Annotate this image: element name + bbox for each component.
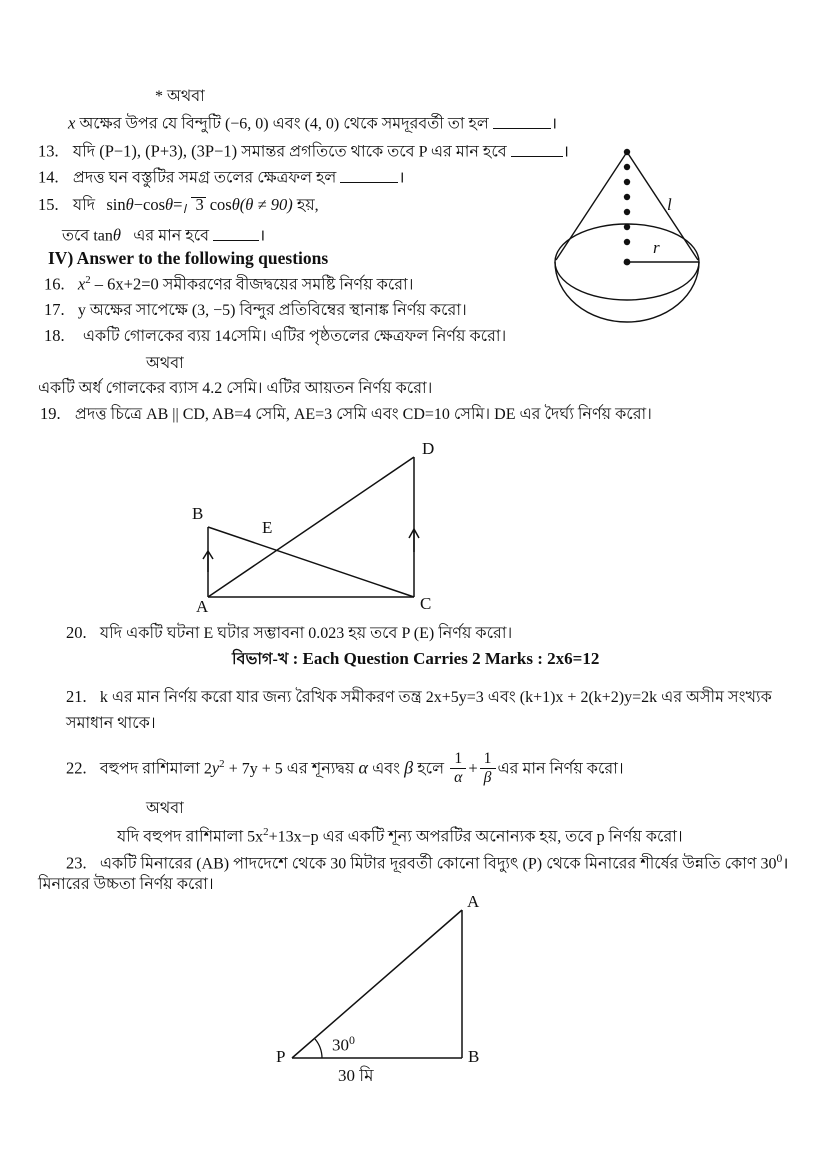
q15-radicand: 3: [195, 195, 204, 214]
section-kha-heading: [232, 650, 599, 669]
q22-alt-text-a: যদি বহুপদ রাশিমালা 5x: [117, 828, 264, 846]
q12-danda: ।: [550, 115, 558, 133]
q15-theta-4: θ: [112, 225, 121, 245]
parallel-arrow-ab-icon: [203, 551, 213, 572]
question-21-line-2: [66, 715, 156, 733]
cone-axis-dotted: [624, 149, 631, 266]
vertex-label-A: A: [196, 597, 209, 616]
q23-line-2-text: মিনারের উচ্চতা নির্ণয় করো।: [38, 876, 214, 893]
section-kha-english: Each Question Carries 2 Marks : 2x6=12: [302, 649, 600, 668]
q13-number: 13.: [38, 141, 59, 161]
q21-line-1: k এর মান নির্ণয় করো যার জন্য রৈখিক সমীকরণ তন্ত্র 2x+5y=3 এবং (k+1)x + 2(k+2)y=2k এর অসীম সংখ্যক: [99, 689, 772, 706]
q12-answer-blank: [493, 112, 551, 129]
q22-plus: +: [468, 758, 478, 778]
q22-text-c: এবং: [372, 760, 401, 778]
vertex-label-P: P: [276, 1047, 286, 1066]
q15-sin: sin: [106, 195, 126, 214]
alt-marker-q18-text: অথবা: [146, 355, 184, 372]
q15-theta-1: θ: [125, 195, 134, 214]
q21-number: 21.: [66, 687, 87, 706]
base-length-label: 30 মি: [338, 1066, 374, 1085]
q22-frac2-numerator: 1: [480, 751, 496, 769]
cone-on-hemisphere-diagram: [543, 140, 723, 325]
vertex-label-B: B: [468, 1047, 480, 1066]
question-14: [38, 166, 405, 187]
q13-expression: (P−1), (P+3), (3P−1): [99, 141, 238, 161]
question-23-line-2: [38, 876, 214, 894]
q22-frac1-denominator: α: [454, 769, 463, 787]
question-16: [44, 275, 413, 294]
q20-number: 20.: [66, 623, 87, 642]
question-22: [66, 752, 624, 788]
q16-text: সমীকরণের বীজদ্বয়ের সমষ্টি নির্ণয় করো।: [162, 276, 414, 294]
q19-text: প্রদত্ত চিত্রে AB || CD, AB=4 সেমি, AE=3 সেমি এবং CD=10 সেমি। DE এর দৈর্ঘ্য নির্ণয় করো।: [74, 406, 652, 423]
tower-elevation-triangle-diagram: [270, 892, 500, 1090]
q22-text-a: বহুপদ রাশিমালা 2: [99, 760, 212, 778]
segment-AD: [208, 457, 414, 597]
q16-exponent: 2: [85, 274, 91, 286]
q16-expression: – 6x+2=0: [94, 274, 159, 294]
q22-fraction-2: [480, 751, 496, 787]
q15-text-c: এর মান হবে: [133, 227, 210, 245]
hemisphere-lower-arc: [555, 262, 699, 322]
question-22-alternate: [117, 827, 683, 846]
q14-text: প্রদত্ত ঘন বস্তুটির সমগ্র তলের ক্ষেত্রফল হল: [72, 169, 337, 187]
alt-marker-q22-text: অথবা: [146, 800, 184, 817]
alt-marker-q18: [146, 355, 184, 373]
q17-text: y অক্ষের সাপেক্ষে (3, −5) বিন্দুর প্রতিবিম্বের স্থানাঙ্ক নির্ণয় করো।: [77, 302, 467, 319]
q16-x-var: x: [77, 274, 86, 294]
slant-height-label: l: [667, 195, 672, 214]
question-19: [40, 405, 652, 424]
q15-theta-2: θ: [165, 195, 174, 214]
q18-text: একটি গোলকের ব্যয় 14সেমি। এটির পৃষ্ঠতলের ক্ষেত্রফল নির্ণয় করো।: [82, 328, 507, 345]
cone-left-slant: [556, 152, 627, 260]
q12-text: অক্ষের উপর যে বিন্দুটি (−6, 0) এবং (4, 0) থেকে সমদূরবর্তী তা হল: [79, 115, 489, 133]
q15-cos-1: cos: [143, 195, 166, 214]
q22-alt-exponent: 2: [263, 826, 269, 838]
q19-number: 19.: [40, 404, 61, 423]
alt-marker-top: [155, 88, 205, 106]
angle-degree-symbol: 0: [349, 1033, 355, 1047]
q15-condition: (θ ≠ 90): [239, 195, 293, 214]
question-18-alternate: [38, 380, 432, 398]
q18-alt-text: একটি অর্ধ গোলকের ব্যাস 4.2 সেমি। এটির আয়তন নির্ণয় করো।: [38, 380, 433, 397]
q22-frac1-numerator: 1: [450, 751, 466, 769]
q23-number: 23.: [66, 853, 87, 873]
question-20: [66, 624, 512, 643]
question-17: [44, 301, 467, 320]
section-kha-separator: :: [288, 649, 303, 668]
q15-number: 15.: [38, 195, 59, 214]
question-23: [66, 853, 788, 873]
vertex-label-C: C: [420, 594, 432, 613]
q13-text-b: সমান্তর প্রগতিতে থাকে তবে P এর মান হবে: [241, 143, 507, 161]
q22-fraction-1: [450, 751, 466, 787]
q15-equals: =: [173, 195, 183, 214]
q13-danda: ।: [562, 143, 569, 161]
q15-tan-label: তবে tan: [62, 227, 113, 245]
q17-number: 17.: [44, 300, 65, 319]
question-21: [66, 688, 772, 707]
question-12-alternate: [38, 112, 557, 133]
q15-text-b: হয়,: [296, 197, 319, 214]
q22-y-exponent: 2: [219, 758, 225, 771]
q22-text-d: হলে: [417, 760, 445, 778]
section-kha-bengali: বিভাগ-খ: [232, 651, 289, 668]
q13-text-a: যদি: [72, 143, 96, 161]
vertex-label-A: A: [467, 892, 480, 911]
angle-arc-at-P: [315, 1039, 322, 1058]
q20-text: যদি একটি ঘটনা E ঘটার সম্ভাবনা 0.023 হয় তবে P (E) নির্ণয় করো।: [99, 625, 513, 642]
alt-marker-top-text: * অথবা: [155, 88, 205, 105]
q18-number: 18.: [44, 326, 65, 345]
vertex-label-B: B: [192, 504, 204, 523]
q22-text-e: এর মান নির্ণয় করো।: [497, 760, 624, 778]
angle-label: [332, 1033, 355, 1056]
q22-text-b: + 7y + 5 এর শূন্যদ্বয়: [228, 760, 355, 778]
vertex-label-E: E: [262, 518, 273, 537]
segment-BC: [208, 527, 414, 597]
q23-danda: ।: [782, 855, 789, 873]
q16-number: 16.: [44, 274, 65, 294]
q15-text-a: যদি: [72, 197, 96, 214]
question-15: [38, 196, 319, 215]
q22-frac2-denominator: β: [483, 769, 492, 787]
radius-label: r: [653, 238, 660, 257]
q14-danda: ।: [398, 169, 405, 187]
alt-marker-q22: [146, 800, 184, 818]
q23-line-1-text: একটি মিনারের (AB) পাদদেশে থেকে 30 মিটার দূরবর্তী কোনো বিদ্যুৎ (P) থেকে মিনারের শীর্ষের উন্নতি কোণ 30: [99, 855, 777, 873]
q14-number: 14.: [38, 167, 59, 187]
q15-sqrt: [183, 196, 205, 214]
q12-variable: x: [68, 113, 76, 133]
cone-right-slant: [627, 152, 698, 260]
segment-PA: [292, 910, 462, 1058]
q21-line-2-text: সমাধান থাকে।: [66, 715, 156, 732]
q22-y-var: y: [211, 758, 220, 778]
q14-answer-blank: [340, 166, 398, 183]
ab-parallel-cd-diagram: [186, 439, 446, 620]
angle-value: 30: [332, 1035, 349, 1055]
q22-beta: β: [404, 757, 414, 778]
vertex-label-D: D: [422, 439, 435, 458]
q15-answer-blank: [213, 224, 259, 241]
section-iv-heading-text: IV) Answer to the following questions: [48, 248, 329, 268]
question-15-line-2: [62, 224, 265, 245]
question-18: [44, 327, 506, 346]
section-iv-heading: [48, 249, 328, 268]
q22-alt-text-b: +13x−p এর একটি শূন্য অপরটির অনোন্যক হয়, তবে p নির্ণয় করো।: [268, 828, 683, 846]
q15-danda: ।: [259, 227, 266, 245]
parallel-arrow-cd-icon: [409, 529, 419, 552]
q23-degree-symbol: 0: [776, 853, 783, 865]
q22-number: 22.: [66, 758, 87, 778]
question-13: [38, 140, 569, 161]
q22-alpha: α: [358, 757, 368, 778]
q15-minus: −: [133, 195, 144, 214]
q15-cos-2: cos: [209, 195, 232, 214]
q15-theta-3: θ: [231, 195, 240, 214]
